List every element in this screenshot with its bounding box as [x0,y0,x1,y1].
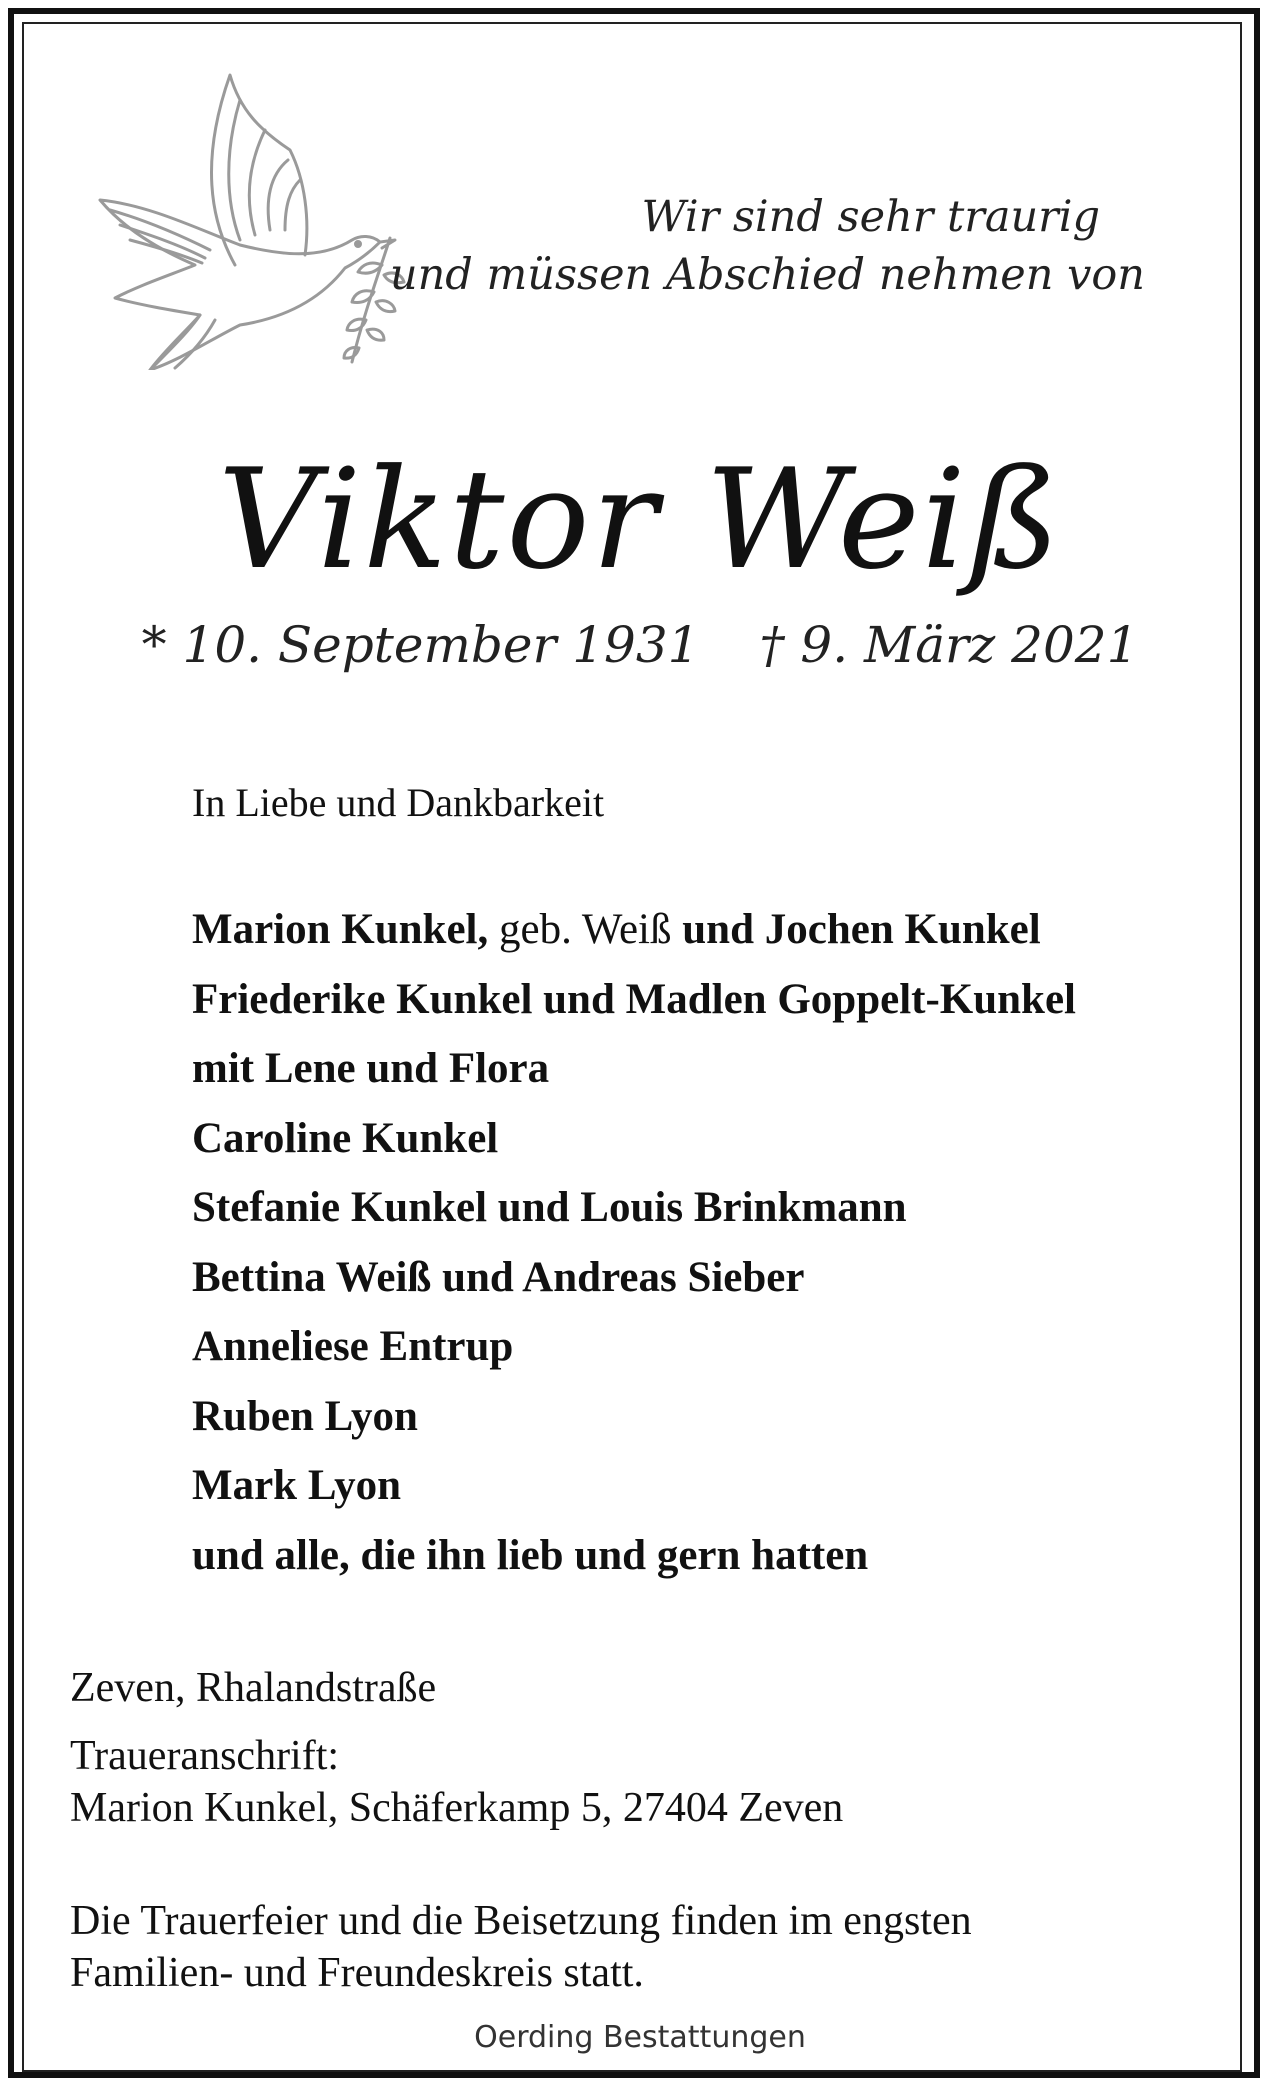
place-line: Zeven, Rhalandstraße [70,1665,437,1711]
family-line: Stefanie Kunkel und Louis Brinkmann [192,1184,907,1231]
ceremony-line-2: Familien- und Freundeskreis statt. [70,1950,644,1996]
intro-line-2: und müssen Abschied nehmen von [389,250,1145,300]
ceremony-notice [70,1895,972,1999]
ceremony-line-1: Die Trauerfeier und die Beisetzung finden im engsten [70,1898,972,1944]
family-line: Caroline Kunkel [192,1114,499,1162]
family-line: Anneliese Entrup [192,1323,514,1370]
intro-line-1: Wir sind sehr traurig [641,192,1100,242]
gratitude-line: In Liebe und Dankbarkeit [192,780,605,825]
mourning-address [70,1730,843,1834]
family-line: Friederike Kunkel und Madlen Goppelt-Kunkel [192,975,1076,1023]
death-date: † 9. März 2021 [759,616,1139,674]
family-maiden-name: geb. Weiß [488,906,683,953]
family-name-bold: Marion Kunkel, [192,906,489,953]
family-line: Mark Lyon [192,1462,402,1509]
address-value: Marion Kunkel, Schäferkamp 5, 27404 Zeven [70,1785,844,1831]
family-name-bold: und Jochen Kunkel [682,906,1041,953]
deceased-name: Viktor Weiß [218,439,1062,600]
birth-date: * 10. September 1931 [141,616,700,674]
family-line: mit Lene und Flora [192,1045,550,1092]
address-label: Traueranschrift: [70,1733,340,1779]
family-line [192,895,1076,965]
dove-with-olive-branch-icon [90,70,410,370]
intro-text [385,188,1145,304]
family-line: Bettina Weiß und Andreas Sieber [192,1253,805,1301]
family-line: Ruben Lyon [192,1392,418,1440]
family-line: und alle, die ihn lieb und gern hatten [192,1531,869,1579]
life-dates [0,610,1280,680]
undertaker-credit: Oerding Bestattungen [474,2020,806,2055]
family-list [192,895,1076,1590]
